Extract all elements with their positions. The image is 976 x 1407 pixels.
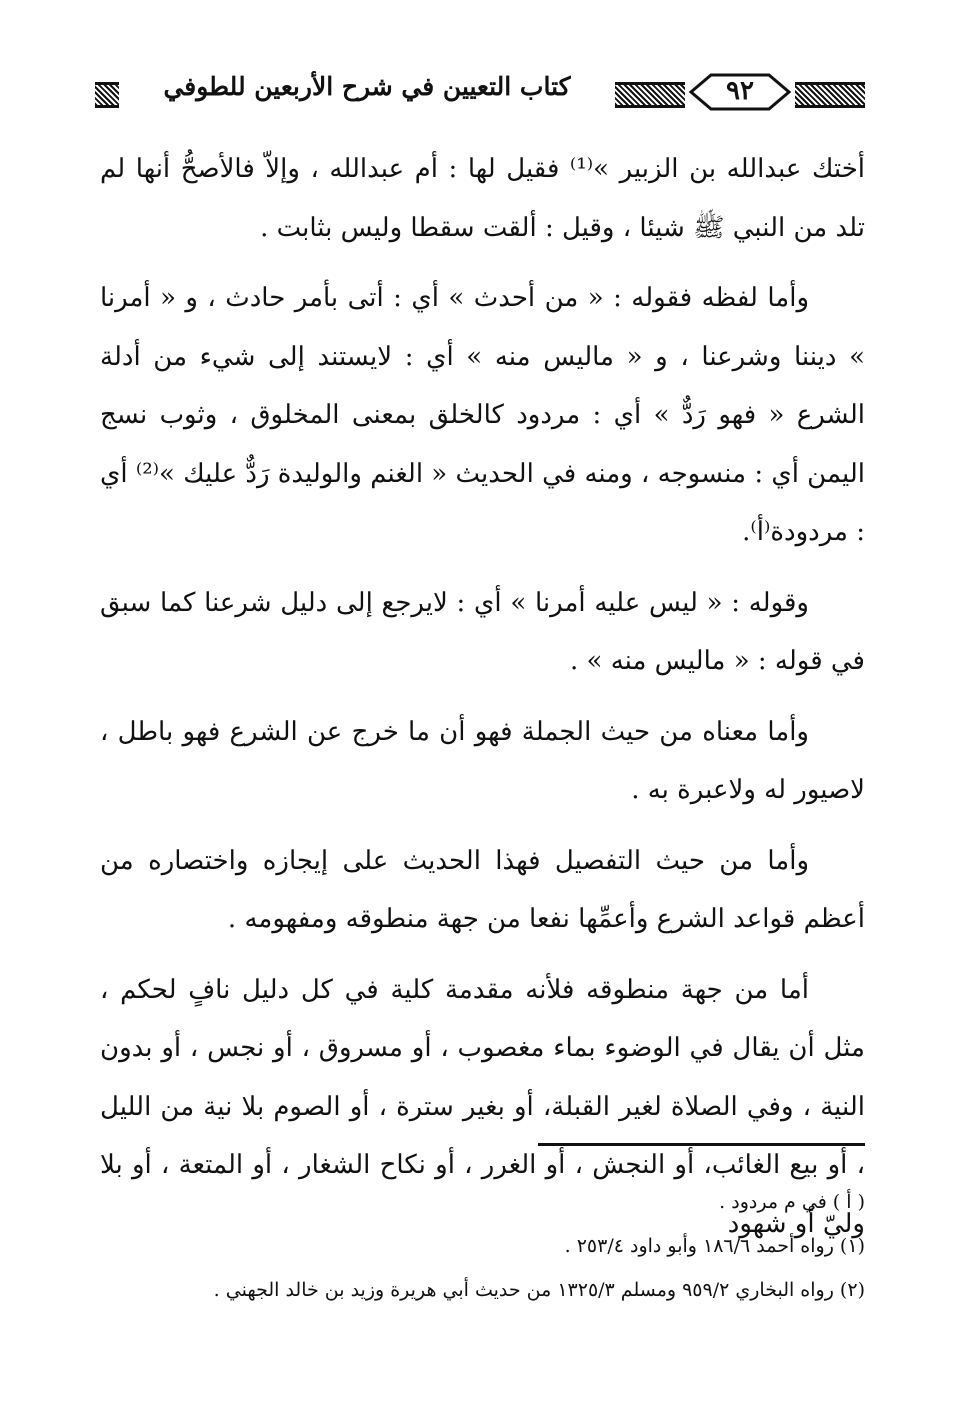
footnote: (٢) رواه البخاري ٩٥٩/٢ ومسلم ١٣٢٥/٣ من حديث أبي هريرة وزيد بن خالد الجهني .	[213, 1279, 865, 1301]
paragraph: وأما لفظه فقوله : « من أحدث » أي : أتى بأمر حادث ، و « أمرنا » ديننا وشرعنا ، و « ماليس منه » أي : لايستند إلى شيء من أدلة الشرع « فهو رَدٌّ » أي : مردود كالخلق بمعنى المخلوق ، وثوب نسج اليمن أي : منسوجه ، ومنه في الحديث « الغنم والوليدة رَدٌّ عليك »⁽²⁾ أي : مردودة⁽أ⁾.	[100, 283, 865, 547]
paragraph: وأما معناه من حيث الجملة فهو أن ما خرج عن الشرع فهو باطل ، لاصيور له ولاعبرة به .	[100, 716, 865, 805]
page-header	[95, 72, 865, 122]
main-text	[100, 140, 865, 1265]
paragraph: وقوله : « ليس عليه أمرنا » أي : لايرجع إلى دليل شرعنا كما سبق في قوله : « ماليس منه » .	[100, 587, 865, 676]
footnotes	[100, 1180, 865, 1312]
footnote: (١) رواه أحمد ١٨٦/٦ وأبو داود ٢٥٣/٤ .	[564, 1235, 865, 1257]
header-ornament-left	[95, 82, 119, 108]
paragraph: وأما من حيث التفصيل فهذا الحديث على إيجازه واختصاره من أعظم قواعد الشرع وأعمِّها نفعا من جهة منطوقه ومفهومه .	[100, 845, 865, 934]
paragraph: أما من جهة منطوقه فلأنه مقدمة كلية في كل دليل نافٍ لحكم ، مثل أن يقال في الوضوء بماء مغصوب ، أو مسروق ، أو نجس ، أو بدون النية ، وفي الصلاة لغير القبلة، أو بغير سترة ، أو الصوم بلا نية من الليل ، أو بيع الغائب، أو النجش ، أو الغرر ، أو نكاح الشغار ، أو المتعة ، أو بلا وليّ أو شهود	[100, 974, 865, 1239]
page-number: ٩٢	[726, 76, 754, 106]
footnote: ( أ ) في م مردود .	[719, 1191, 865, 1213]
paragraph: أختك عبدالله بن الزبير »⁽¹⁾ فقيل لها : أم عبدالله ، وإلاّ فالأصحُّ أنها لم تلد من النبي ﷺ شيئا ، وقيل : ألقت سقطا وليس بثابت .	[100, 154, 865, 243]
footnote-separator	[538, 1143, 865, 1146]
book-title: كتاب التعيين في شرح الأربعين للطوفي	[163, 72, 571, 101]
page-number-badge	[685, 72, 795, 112]
